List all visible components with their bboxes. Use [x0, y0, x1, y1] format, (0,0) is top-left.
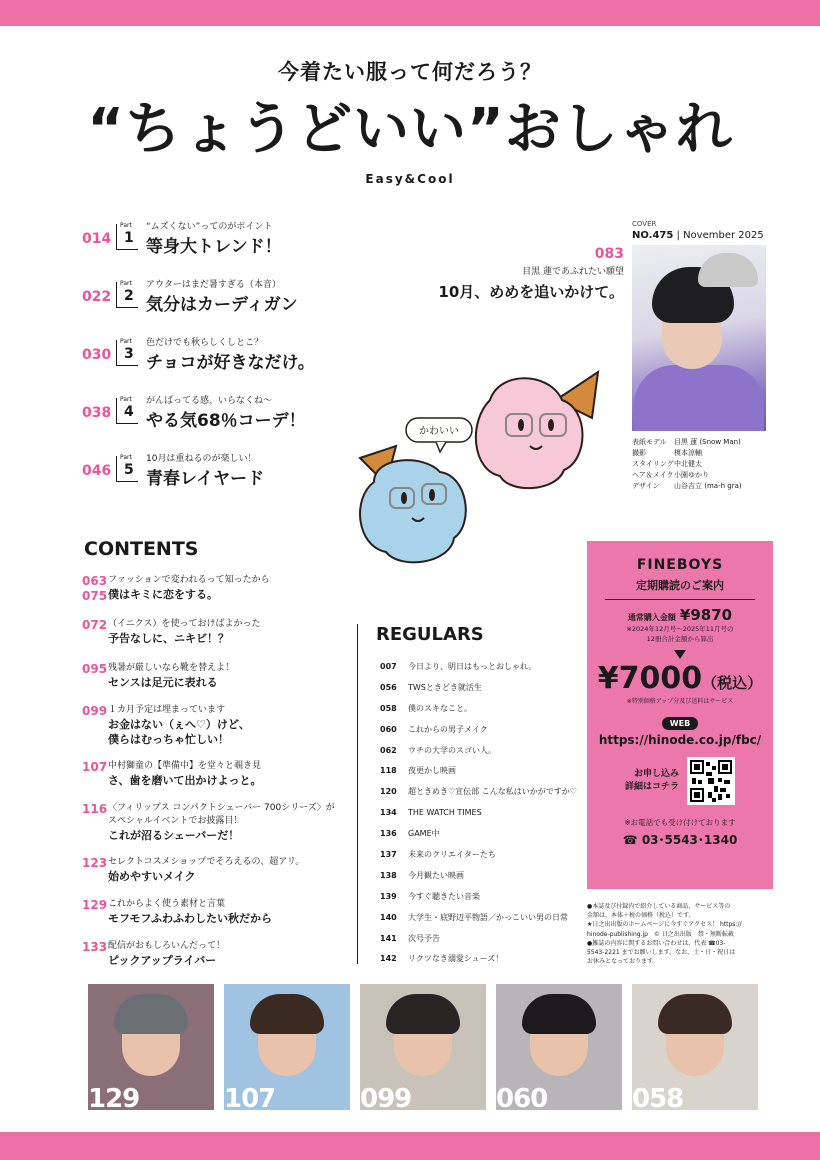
contents-page-number: 075 [82, 589, 108, 603]
regulars-item[interactable] [380, 844, 580, 865]
part-label: Part [120, 454, 132, 461]
arrow-down-icon [674, 650, 686, 659]
pink-mascot-eye-icon [518, 419, 524, 431]
mascot-svg [350, 360, 610, 585]
regulars-page-number: 141 [380, 933, 397, 943]
contents-title: 始めやすいメイク [108, 870, 196, 883]
contents-lead: １カ月予定は埋まっています [108, 705, 226, 715]
web-tag: WEB [662, 717, 698, 730]
contents-page-number: 133 [82, 940, 108, 954]
part-label: Part [120, 222, 132, 229]
contents-lead-line2: スペシャルイベントでお披露目！ [108, 816, 243, 826]
part-badge [116, 282, 138, 308]
issue-date: November 2025 [683, 230, 764, 241]
photo-strip [88, 984, 760, 1110]
contents-item[interactable] [82, 802, 352, 856]
contents-page-number: 123 [82, 856, 108, 870]
contents-page-number: 107 [82, 760, 108, 774]
regulars-item[interactable] [380, 907, 580, 928]
contents-lead: 〈フィリップス コンパクトシェーバー 700シリーズ〉が [108, 803, 335, 813]
part-number: 2 [124, 288, 134, 304]
regulars-page-number: 138 [380, 870, 397, 880]
regulars-item[interactable] [380, 865, 580, 886]
regulars-title: リクツなき溺愛シューズ！ [408, 954, 504, 964]
regulars-page-number: 134 [380, 808, 397, 818]
part-number: 1 [124, 230, 134, 246]
apply-row [587, 757, 773, 805]
regulars-item[interactable] [380, 928, 580, 949]
photo-hair [522, 994, 596, 1034]
special-price-line [587, 661, 773, 696]
regulars-page-number: 120 [380, 787, 397, 797]
contents-title: これが沼るシェーバーだ！ [108, 829, 240, 842]
photo-hair [658, 994, 732, 1034]
regulars-title: 大学生・底野辺平物語／かっこいい男の日常 [408, 912, 568, 922]
regulars-list [380, 656, 580, 969]
regulars-page-number: 058 [380, 703, 397, 713]
regulars-page-number: 118 [380, 766, 397, 776]
contents-list [82, 574, 352, 976]
phone-note: ※お電話でも受け付けております [624, 818, 736, 827]
contents-page-number: 099 [82, 704, 108, 718]
regulars-title: ウチの大学のスゴい人。 [408, 745, 496, 755]
credit-role: デザイン [632, 482, 660, 490]
regulars-divider [357, 624, 358, 964]
footnote-line: 金額は、本体＋税の価格（税込）です。 [587, 912, 695, 920]
regulars-title: 今月観たい映画 [408, 870, 464, 880]
photo-thumb[interactable] [224, 984, 350, 1110]
subscription-url[interactable]: https://hinode.co.jp/fbc/ [598, 733, 762, 747]
part-item[interactable] [82, 332, 382, 390]
cover-photo-hat [698, 253, 758, 287]
part-number: 5 [124, 462, 134, 478]
contents-lead: 残暑が厳しいなら靴を替えよ！ [108, 663, 235, 673]
contents-item[interactable] [82, 704, 352, 760]
footnote-line: お休みとなっております。 [587, 958, 659, 966]
blue-mascot-icon [360, 460, 466, 562]
mascot-illustration [350, 360, 610, 585]
regulars-item[interactable] [380, 698, 580, 719]
contents-lead: 配信がおもしろいんだって！ [108, 941, 226, 951]
cover-photo-sweater [634, 365, 764, 431]
part-page-number: 038 [82, 405, 112, 421]
parts-list [82, 216, 382, 506]
part-lead: 色だけでも秋らしくしとこ？ [146, 338, 264, 348]
regulars-page-number: 137 [380, 849, 397, 859]
part-badge [116, 340, 138, 366]
regulars-title: 僕のスキなこと。 [408, 703, 472, 713]
credit-name: 中北健太 [674, 460, 702, 468]
contents-page-number: 063 [82, 574, 108, 588]
main-title: “ちょうどいい”おしゃれ [87, 97, 733, 162]
part-label: Part [120, 396, 132, 403]
part-title: 青春レイヤード [146, 469, 265, 489]
footnote-line: ★日之出出版のホームページに今すぐアクセス！ https:// [587, 921, 742, 929]
regulars-page-number: 139 [380, 891, 397, 901]
part-badge [116, 456, 138, 482]
regulars-page-number: 056 [380, 682, 397, 692]
photo-page-number: 060 [496, 1084, 548, 1110]
footnote-line: ●本誌及び付録内で紹介している商品、サービス等の [587, 903, 731, 910]
photo-page-number: 129 [88, 1084, 140, 1110]
top-pink-band [0, 0, 820, 26]
contents-lead: ファッションで変われるって知ったから [108, 575, 270, 585]
part-label: Part [120, 280, 132, 287]
regulars-item[interactable] [380, 781, 580, 802]
subscription-divider [605, 599, 755, 600]
speech-bubble-text: かわいい [419, 426, 459, 437]
regulars-title: 次号予告 [408, 933, 440, 943]
tax-label: （税込） [702, 674, 763, 692]
regulars-title: これからの男子メイク [408, 724, 488, 734]
regulars-item[interactable] [380, 823, 580, 844]
part-badge [116, 398, 138, 424]
part-title: やる気68％コーデ！ [146, 411, 306, 431]
regulars-item[interactable] [380, 719, 580, 740]
part-item[interactable] [82, 448, 382, 506]
normal-price-note: ※2024年12月号〜2025年11月号の [626, 625, 734, 633]
issue-line: NO.475 | November 2025 [632, 230, 764, 241]
footnote-line: ●雑誌の内容に関するお問い合わせは、代表 ☎03- [587, 939, 726, 947]
normal-price: ¥9870 [679, 606, 733, 624]
regulars-page-number: 060 [380, 724, 397, 734]
contents-title: さ、歯を磨いて出かけよっと。 [108, 774, 262, 787]
part-number: 3 [124, 346, 134, 362]
regulars-page-number: 062 [380, 745, 397, 755]
subscription-heading: 定期購読のご案内 [636, 579, 724, 592]
part-title: チョコが好きなだけ。 [146, 353, 315, 373]
photo-hair [250, 994, 324, 1034]
qr-code[interactable] [687, 757, 735, 805]
subtitle: Easy&Cool [365, 172, 455, 186]
photo-thumb[interactable] [360, 984, 486, 1110]
part-number: 4 [124, 404, 134, 420]
regulars-title: 夜更かし映画 [408, 766, 456, 776]
regulars-title: TWSときどき就活生 [408, 682, 482, 692]
contents-page-number: 116 [82, 802, 108, 816]
contents-lead: （イニクス）を使っておけばよかった [108, 619, 261, 629]
blue-mascot-eye-icon [401, 492, 407, 504]
regulars-title: 今すぐ聴きたい音楽 [408, 891, 480, 901]
contents-item[interactable] [82, 760, 352, 802]
speech-bubble-tail-icon [436, 442, 446, 452]
part-item[interactable] [82, 274, 382, 332]
regulars-item[interactable] [380, 740, 580, 761]
regulars-item[interactable] [380, 656, 580, 677]
part-page-number: 014 [82, 231, 112, 247]
contents-heading: CONTENTS [84, 538, 199, 560]
contents-item[interactable] [82, 618, 352, 662]
photo-thumb[interactable] [88, 984, 214, 1110]
contents-title: ピックアップライバー [108, 954, 217, 967]
contents-lead: これからよく使う素材と言葉 [108, 899, 226, 909]
feature-page-number: 083 [594, 246, 624, 262]
apply-text [625, 768, 679, 794]
part-page-number: 030 [82, 347, 112, 363]
normal-price-label: 通常購入金額 [627, 613, 676, 622]
cover-info [632, 220, 766, 491]
part-label: Part [120, 338, 132, 345]
contents-item[interactable] [82, 662, 352, 704]
apply-line: 詳細はコチラ [624, 782, 679, 792]
part-badge [116, 224, 138, 250]
blue-mascot-eye-icon [429, 489, 435, 501]
regulars-item[interactable] [380, 948, 580, 969]
credit-name: 小園ゆかり [674, 471, 709, 479]
contents-title: お金はない（ぇへ♡）けど、 [108, 718, 250, 731]
feature-title: 10月、めめを追いかけて。 [438, 283, 624, 301]
part-lead: 10月は重ねるのが楽しい！ [146, 454, 257, 464]
part-item[interactable] [82, 216, 382, 274]
contents-title: モフモフふわふわしたい秋だから [108, 912, 273, 925]
part-title: 気分はカーディガン [146, 295, 298, 315]
footnote-line: 5543-2221 までお願いします。なお、土・日・祝日は [587, 949, 736, 957]
footnote-line: hinode-publishing.jp © 日之出出版 禁・無断転載 [587, 930, 734, 938]
subscription-brand: FINEBOYS [636, 557, 724, 573]
credit-role: ヘア＆メイク [632, 471, 674, 479]
photo-page-number: 107 [224, 1084, 276, 1110]
regulars-item[interactable] [380, 677, 580, 698]
cover-label: COVER [632, 220, 657, 228]
contents-title-line2: 僕らはむっちゃ忙しい！ [108, 733, 229, 746]
photo-hair [114, 994, 188, 1034]
contents-item[interactable] [82, 574, 352, 618]
regulars-title: GAME中 [408, 829, 440, 839]
photo-thumb[interactable] [496, 984, 622, 1110]
photo-page-number: 099 [360, 1084, 412, 1110]
regulars-title: 今日より、明日はもっとおしゃれ。 [408, 661, 537, 671]
phone-number[interactable]: ☎ 03･5543･1340 [622, 833, 738, 847]
tagline: 今着たい服って何だろう？ [278, 60, 542, 84]
part-item[interactable] [82, 390, 382, 448]
contents-page-number: 072 [82, 618, 108, 632]
credit-role: 撮影 [632, 449, 646, 457]
credit-role: スタイリング [632, 460, 674, 468]
bottom-pink-band [0, 1132, 820, 1160]
credit-name: 目黒 蓮 (Snow Man) [674, 438, 741, 446]
issue-number: NO.475 [632, 230, 674, 241]
regulars-page-number: 140 [380, 912, 397, 922]
part-lead: アウターはまだ暑すぎる（本音） [146, 280, 281, 290]
cover-credits [632, 437, 766, 491]
part-lead: がんばってる感、いらなくね〜 [146, 396, 273, 406]
special-price: ¥7000 [597, 661, 703, 696]
part-page-number: 022 [82, 289, 112, 305]
credit-name: 榎本涼輔 [674, 449, 702, 457]
contents-item[interactable] [82, 940, 352, 976]
pink-mascot-eye-icon [548, 419, 554, 431]
contents-page-number: 095 [82, 662, 108, 676]
contents-lead: セレクトコスメショップでそろえるの、超アリ。 [108, 857, 305, 867]
part-title: 等身大トレンド！ [146, 237, 282, 257]
regulars-item[interactable] [380, 760, 580, 781]
contents-title: 予告なしに、ニキビ！？ [108, 632, 229, 645]
cover-photo [632, 245, 766, 431]
regulars-heading: REGULARS [376, 624, 484, 645]
regulars-title: THE WATCH TIMES [408, 808, 482, 818]
contents-title: センスは足元に表れる [108, 676, 218, 689]
regulars-title: 未来のクリエイターたち [408, 849, 496, 859]
regulars-page-number: 136 [380, 829, 397, 839]
part-lead: “ムズくない”ってのがポイント [146, 222, 273, 232]
regulars-title: 超ときめき♡宣伝部 こんな私はいかがですか♡ [408, 787, 577, 797]
contents-item[interactable] [82, 856, 352, 898]
cover-feature[interactable] [420, 246, 624, 302]
footnotes [587, 902, 777, 966]
contents-title: 僕はキミに恋をする。 [108, 588, 218, 601]
contents-item[interactable] [82, 898, 352, 940]
regulars-item[interactable] [380, 802, 580, 823]
regulars-page-number: 142 [380, 954, 397, 964]
feature-lead: 目黒 蓮であふれたい願望 [522, 267, 624, 277]
credit-name: 山谷吉立 (ma-h gra) [674, 482, 742, 490]
photo-thumb[interactable] [632, 984, 758, 1110]
contents-lead: 中村獅童の【準備中】を堂々と覗き見 [108, 761, 262, 771]
normal-price-line [587, 606, 773, 624]
header [0, 56, 820, 186]
regulars-page-number: 007 [380, 661, 397, 671]
normal-price-note-line2: 12冊合計金額から算出 [646, 635, 714, 643]
regulars-item[interactable] [380, 886, 580, 907]
special-price-note: ※特別価格アップ分及び送料はサービス [626, 698, 734, 705]
contents-page-number: 129 [82, 898, 108, 912]
photo-hair [386, 994, 460, 1034]
part-page-number: 046 [82, 463, 112, 479]
photo-page-number: 058 [632, 1084, 684, 1110]
subscription-box [587, 541, 773, 889]
apply-line: お申し込み [633, 769, 679, 779]
credit-role: 表紙モデル [632, 438, 667, 446]
qr-code-icon [690, 760, 732, 802]
